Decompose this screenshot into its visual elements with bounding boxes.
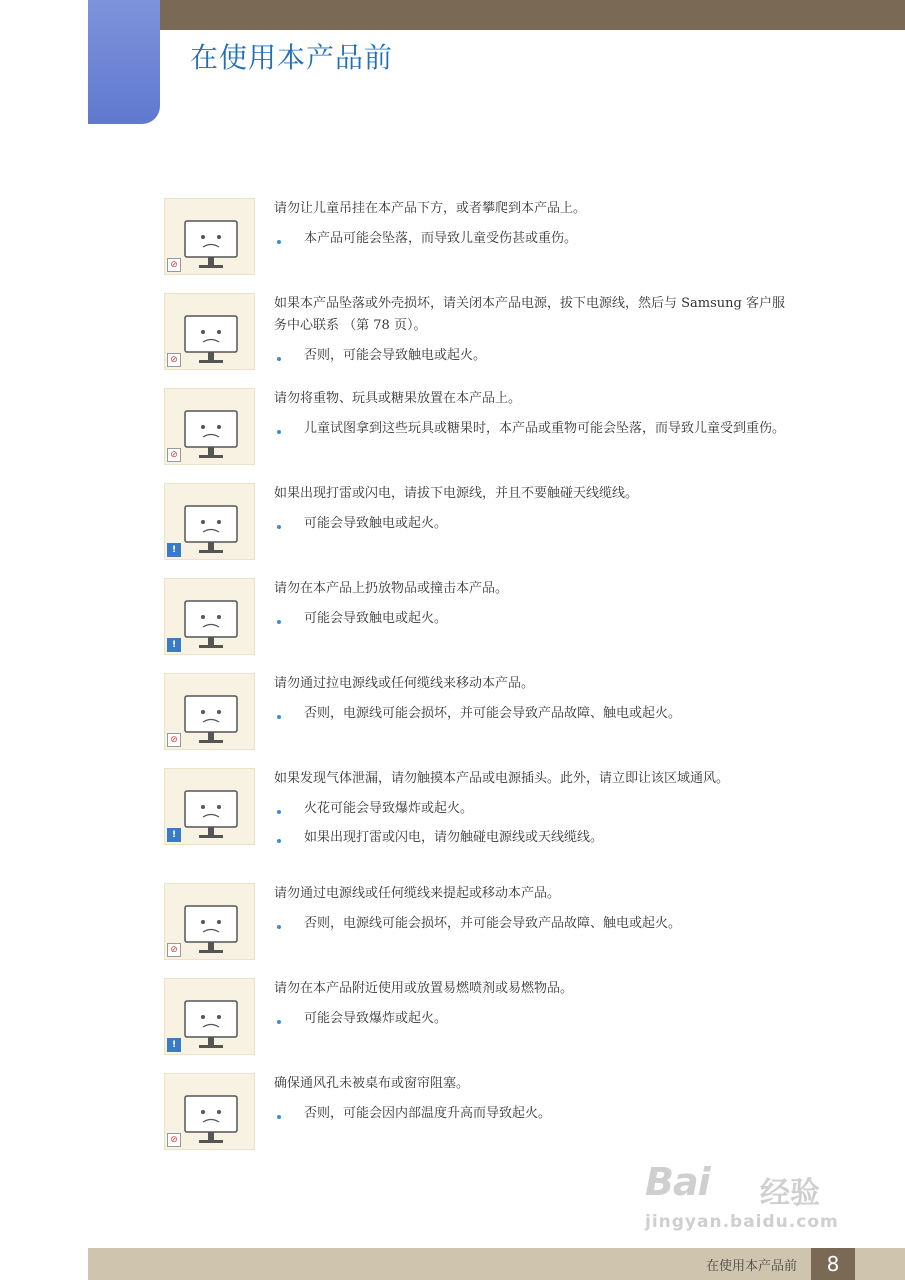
safety-item	[164, 198, 804, 288]
page-title: 在使用本产品前	[190, 41, 394, 74]
item-main-text: 请勿将重物、玩具或糖果放置在本产品上。	[274, 391, 522, 406]
bullet-item: 否则，可能会导致触电或起火。	[274, 345, 794, 367]
safety-item	[164, 978, 804, 1068]
bullet-item: 可能会导致触电或起火。	[274, 608, 794, 630]
monitor-illustration-icon	[164, 578, 255, 655]
bullet-item: 火花可能会导致爆炸或起火。	[274, 798, 794, 820]
monitor-illustration-icon	[164, 673, 255, 750]
watermark-sub: 经验	[760, 1176, 820, 1211]
monitor-illustration-icon	[164, 1073, 255, 1150]
safety-item	[164, 883, 804, 973]
item-text	[274, 883, 794, 942]
item-bullets	[274, 228, 794, 250]
bullet-item: 可能会导致触电或起火。	[274, 513, 794, 535]
item-main-text: 如果出现打雷或闪电，请拔下电源线，并且不要触碰天线缆线。	[274, 486, 639, 501]
page-number: 8	[811, 1248, 855, 1280]
safety-item	[164, 673, 804, 763]
bullet-item: 本产品可能会坠落，而导致儿童受伤甚或重伤。	[274, 228, 794, 250]
item-main-text: 请勿让儿童吊挂在本产品下方，或者攀爬到本产品上。	[274, 201, 587, 216]
prohibited-icon: ⊘	[167, 353, 181, 367]
baidu-watermark	[640, 1150, 860, 1240]
bullet-item: 如果出现打雷或闪电，请勿触碰电源线或天线缆线。	[274, 827, 794, 849]
item-text	[274, 978, 794, 1037]
bullet-item: 否则，电源线可能会损坏，并可能会导致产品故障、触电或起火。	[274, 703, 794, 725]
caution-icon: !	[167, 1038, 181, 1052]
caution-icon: !	[167, 638, 181, 652]
footer-section-label: 在使用本产品前	[705, 1259, 797, 1274]
item-bullets	[274, 703, 794, 725]
watermark-url: jingyan.baidu.com	[645, 1212, 839, 1232]
prohibited-icon: ⊘	[167, 943, 181, 957]
prohibited-icon: ⊘	[167, 733, 181, 747]
bullet-item: 否则，电源线可能会损坏，并可能会导致产品故障、触电或起火。	[274, 913, 794, 935]
item-text	[274, 1073, 794, 1132]
footer-bar	[88, 1248, 905, 1280]
item-bullets	[274, 513, 794, 535]
item-bullets	[274, 345, 794, 367]
item-text	[274, 768, 794, 856]
monitor-illustration-icon	[164, 388, 255, 465]
item-bullets	[274, 418, 794, 440]
item-bullets	[274, 913, 794, 935]
item-text	[274, 673, 794, 732]
item-text	[274, 483, 794, 542]
header-bar	[158, 0, 905, 30]
prohibited-icon: ⊘	[167, 1133, 181, 1147]
item-bullets	[274, 608, 794, 630]
caution-icon: !	[167, 543, 181, 557]
bullet-item: 可能会导致爆炸或起火。	[274, 1008, 794, 1030]
header-tab	[88, 0, 160, 124]
item-main-text: 如果本产品坠落或外壳损坏，请关闭本产品电源，拔下电源线，然后与 Samsung 客户服务中心联系 （第 78 页）。	[274, 296, 785, 333]
bullet-item: 否则，可能会因内部温度升高而导致起火。	[274, 1103, 794, 1125]
item-bullets	[274, 798, 794, 849]
safety-item	[164, 293, 804, 383]
item-main-text: 如果发现气体泄漏，请勿触摸本产品或电源插头。此外，请立即让该区域通风。	[274, 771, 730, 786]
item-text	[274, 293, 794, 374]
prohibited-icon: ⊘	[167, 448, 181, 462]
monitor-illustration-icon	[164, 883, 255, 960]
item-main-text: 确保通风孔未被桌布或窗帘阻塞。	[274, 1076, 470, 1091]
monitor-illustration-icon	[164, 768, 255, 845]
monitor-illustration-icon	[164, 293, 255, 370]
item-bullets	[274, 1008, 794, 1030]
item-main-text: 请勿在本产品附近使用或放置易燃喷剂或易燃物品。	[274, 981, 574, 996]
safety-item	[164, 768, 804, 858]
safety-item	[164, 388, 804, 478]
monitor-illustration-icon	[164, 198, 255, 275]
bullet-item: 儿童试图拿到这些玩具或糖果时，本产品或重物可能会坠落，而导致儿童受到重伤。	[274, 418, 794, 440]
item-text	[274, 578, 794, 637]
item-main-text: 请勿通过电源线或任何缆线来提起或移动本产品。	[274, 886, 561, 901]
monitor-illustration-icon	[164, 483, 255, 560]
monitor-illustration-icon	[164, 978, 255, 1055]
watermark-brand: Bai	[645, 1160, 710, 1204]
caution-icon: !	[167, 828, 181, 842]
item-main-text: 请勿通过拉电源线或任何缆线来移动本产品。	[274, 676, 535, 691]
safety-item	[164, 578, 804, 668]
item-text	[274, 388, 794, 447]
item-text	[274, 198, 794, 257]
item-bullets	[274, 1103, 794, 1125]
item-main-text: 请勿在本产品上扔放物品或撞击本产品。	[274, 581, 509, 596]
prohibited-icon: ⊘	[167, 258, 181, 272]
safety-item	[164, 483, 804, 573]
